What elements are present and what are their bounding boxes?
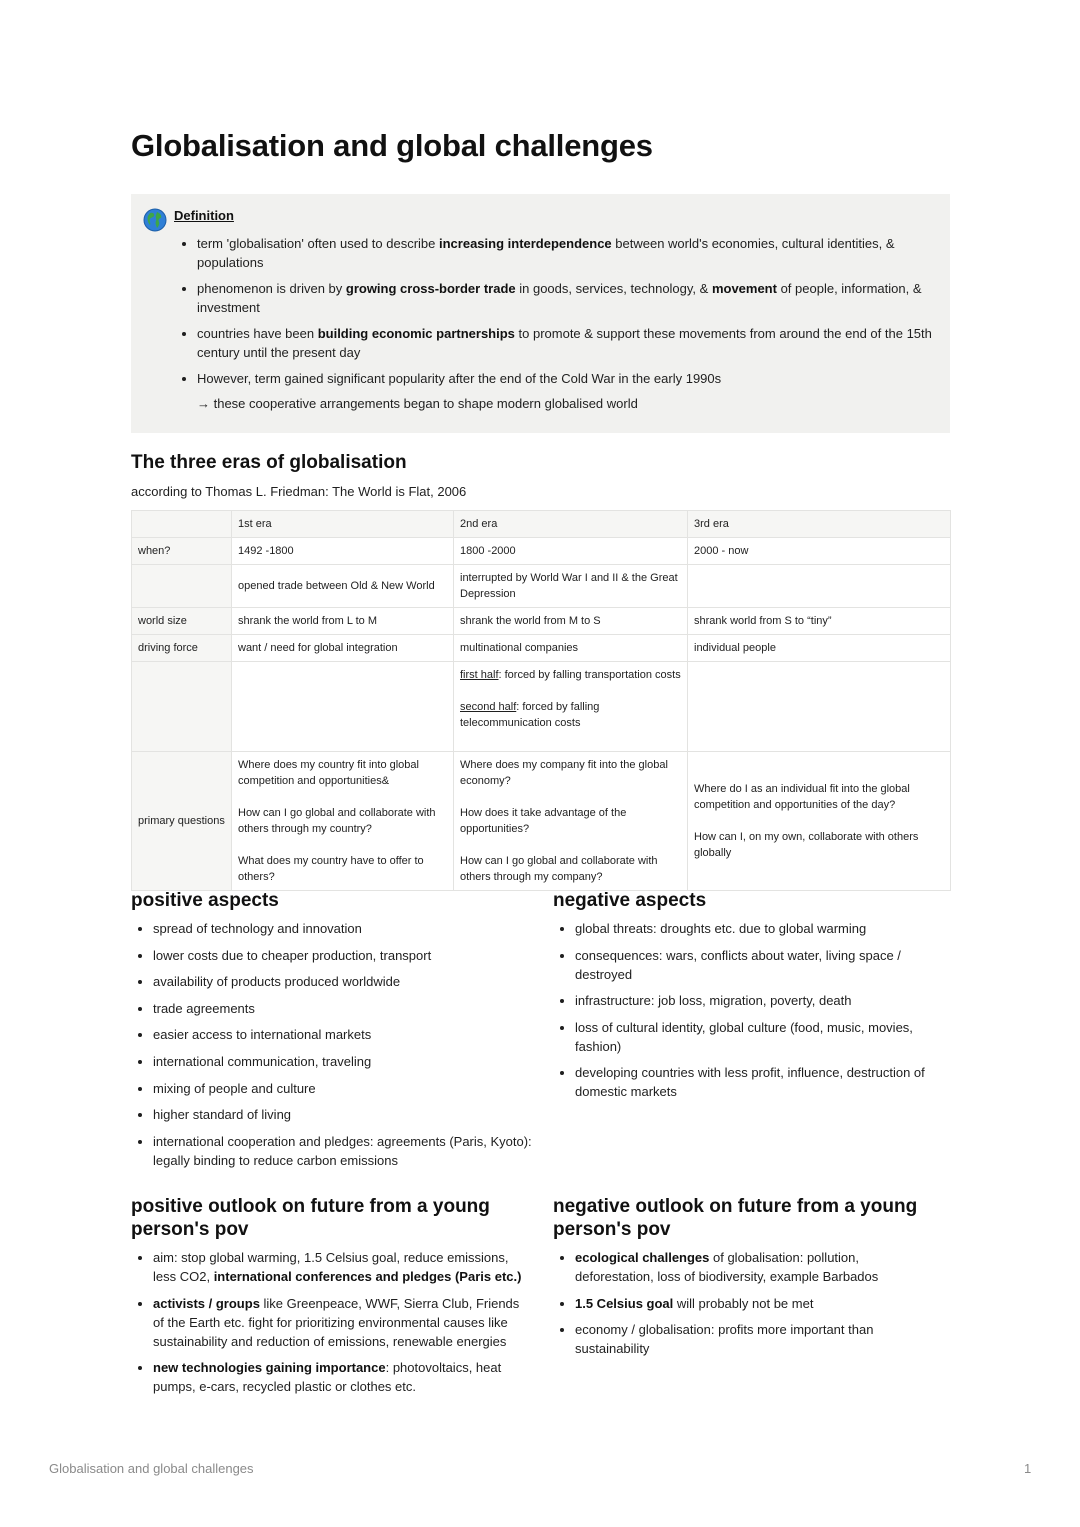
- table-cell: [688, 662, 951, 752]
- negative-aspects-list: [553, 919, 950, 1109]
- text-run: like Greenpeace, WWF, Sierra Club, Friends of the Earth etc. fight for prioritizing environmental causes like sustainability and reduction of emissions, renewable energies: [153, 1295, 520, 1349]
- cell-text: want / need for global integration: [238, 642, 398, 654]
- negative-aspect-item: • consequences: wars, conflicts about water, living space / destroyed: [575, 946, 950, 984]
- bold-text: increasing interdependence: [439, 236, 612, 251]
- cell-text: 1492 -1800: [238, 545, 294, 557]
- row-header: driving force: [132, 635, 232, 662]
- bold-text: activists / groups: [153, 1295, 260, 1311]
- table-row: [132, 608, 951, 635]
- table-row: [132, 752, 951, 891]
- bold-text: international conferences and pledges (Paris etc.): [213, 1269, 522, 1284]
- cell-text: 1800 -2000: [460, 545, 516, 557]
- cell-text: multinational companies: [460, 642, 579, 654]
- negative-outlook-item: [575, 1294, 895, 1313]
- table-cell: [454, 538, 688, 565]
- bold-text: ecological challenges: [575, 1250, 710, 1265]
- table-cell: [232, 752, 454, 891]
- cell-text: How can I, on my own, collaborate with others globally: [694, 831, 919, 859]
- cell-text: [460, 699, 681, 731]
- underlined-label: second half: [460, 701, 517, 713]
- definition-bullet: [197, 369, 947, 413]
- cell-text: shrank the world from M to S: [460, 615, 601, 627]
- cell-text-rest: : forced by falling telecommunication costs: [460, 701, 600, 729]
- cell-text: individual people: [694, 642, 776, 654]
- text-run: aim: stop global warming, 1.5 Celsius goal, reduce emissions, less CO2,: [153, 1250, 509, 1284]
- table-header-row: [132, 511, 951, 538]
- cell-text: opened trade between Old & New World: [238, 580, 435, 592]
- column-header: 3rd era: [688, 511, 951, 538]
- cell-text: interrupted by World War I and II & the Great Depression: [460, 572, 678, 600]
- definition-list: [181, 234, 947, 420]
- page-number: 1: [1024, 1461, 1032, 1476]
- cell-text: What does my country have to offer to others?: [238, 855, 424, 883]
- text-run: term 'globalisation' often used to describe: [197, 236, 439, 251]
- negative-outlook-item: [575, 1320, 895, 1358]
- text-run: of people, information, & investment: [197, 281, 922, 315]
- table-row: [132, 538, 951, 565]
- column-header: [132, 511, 232, 538]
- cell-text: How does it take advantage of the opportunities?: [460, 807, 627, 835]
- positive-aspect-item: • easier access to international markets: [153, 1025, 533, 1044]
- eras-subtitle: according to Thomas L. Friedman: The World is Flat, 2006: [131, 484, 467, 499]
- positive-aspect-item: • international cooperation and pledges: agreements (Paris, Kyoto): legally binding to reduce carbon emissions: [153, 1132, 533, 1170]
- table-cell: [688, 565, 951, 608]
- eras-heading: The three eras of globalisation: [131, 452, 407, 473]
- table-cell: [232, 662, 454, 752]
- definition-bullet: [197, 279, 947, 317]
- positive-outlook-item: [153, 1294, 528, 1351]
- positive-aspect-item: • spread of technology and innovation: [153, 919, 533, 938]
- text-run: of globalisation: pollution, deforestation, loss of biodiversity, example Barbados: [575, 1250, 879, 1284]
- positive-outlook-item: [153, 1248, 528, 1286]
- table-row: [132, 662, 951, 752]
- positive-outlook-item: [153, 1358, 528, 1396]
- positive-aspect-item: • mixing of people and culture: [153, 1079, 533, 1098]
- definition-heading: Definition: [174, 208, 234, 223]
- negative-outlook-item: [575, 1248, 895, 1286]
- column-header: 1st era: [232, 511, 454, 538]
- negative-outlook-list: [553, 1248, 895, 1366]
- text-run: will probably not be met: [673, 1295, 814, 1311]
- positive-aspect-item: • trade agreements: [153, 999, 533, 1018]
- bold-text: movement: [711, 281, 777, 296]
- table-cell: [454, 752, 688, 891]
- row-header: world size: [132, 608, 232, 635]
- column-header: 2nd era: [454, 511, 688, 538]
- table-cell: [454, 662, 688, 752]
- text-run: to promote & support these movements from around the end of the 15th century until the present day: [197, 326, 932, 360]
- cell-text: How can I go global and collaborate with others through my country?: [238, 807, 436, 835]
- eras-table: [131, 510, 951, 891]
- definition-bullet: [197, 324, 947, 362]
- bold-text: building economic partnerships: [317, 326, 515, 341]
- table-row: [132, 565, 951, 608]
- cell-text: How can I go global and collaborate with others through my company?: [460, 855, 658, 883]
- table-cell: [232, 608, 454, 635]
- table-cell: [454, 608, 688, 635]
- negative-aspect-item: • global threats: droughts etc. due to global warming: [575, 919, 950, 938]
- positive-aspect-item: • higher standard of living: [153, 1105, 533, 1124]
- text-run: economy / globalisation: profits more important than sustainability: [575, 1322, 874, 1357]
- text-run: between world's economies, cultural identities, & populations: [197, 236, 895, 270]
- globe-icon: [143, 208, 167, 232]
- text-run: in goods, services, technology, &: [515, 281, 712, 296]
- bold-text: growing cross-border trade: [345, 281, 516, 296]
- table-cell: [232, 538, 454, 565]
- table-cell: [688, 752, 951, 891]
- cell-text: 2000 - now: [694, 545, 749, 557]
- table-cell: [454, 635, 688, 662]
- page-title: Globalisation and global challenges: [131, 128, 653, 163]
- text-run: phenomenon is driven by: [197, 281, 346, 296]
- bold-text: new technologies gaining importance: [153, 1360, 386, 1376]
- cell-text: shrank world from S to “tiny”: [694, 615, 832, 627]
- table-cell: [232, 635, 454, 662]
- definition-sub-note: → these cooperative arrangements began to shape modern globalised world: [197, 396, 638, 411]
- positive-aspects-list: [131, 919, 533, 1177]
- negative-aspect-item: • loss of cultural identity, global culture (food, music, movies, fashion): [575, 1018, 950, 1056]
- cell-text: Where does my company fit into the global economy?: [460, 759, 668, 787]
- negative-aspect-item: • infrastructure: job loss, migration, poverty, death: [575, 991, 950, 1010]
- positive-outlook-list: [131, 1248, 528, 1404]
- table-row: [132, 635, 951, 662]
- table-cell: [688, 538, 951, 565]
- underlined-label: first half: [460, 669, 499, 681]
- row-header: primary questions: [132, 752, 232, 891]
- footer-title: Globalisation and global challenges: [49, 1461, 254, 1476]
- row-header: [132, 662, 232, 752]
- cell-text: Where does my country fit into global competition and opportunities&: [238, 759, 419, 787]
- text-run: However, term gained significant popularity after the end of the Cold War in the early 1990s: [197, 371, 722, 386]
- row-header: when?: [132, 538, 232, 565]
- positive-aspect-item: • availability of products produced worldwide: [153, 972, 533, 991]
- cell-text: [460, 667, 681, 683]
- positive-aspects-heading: positive aspects: [131, 890, 279, 911]
- bold-text: 1.5 Celsius goal: [575, 1295, 674, 1311]
- text-run: countries have been: [197, 326, 318, 341]
- table-cell: [232, 565, 454, 608]
- negative-outlook-heading: negative outlook on future from a young person's pov: [553, 1196, 918, 1240]
- table-cell: [454, 565, 688, 608]
- positive-aspect-item: • lower costs due to cheaper production, transport: [153, 946, 533, 965]
- cell-text: shrank the world from L to M: [238, 615, 377, 627]
- table-cell: [688, 635, 951, 662]
- positive-outlook-heading: positive outlook on future from a young person's pov: [131, 1196, 490, 1240]
- negative-aspect-item: • developing countries with less profit, influence, destruction of domestic markets: [575, 1063, 950, 1101]
- positive-aspect-item: • international communication, traveling: [153, 1052, 533, 1071]
- table-cell: [688, 608, 951, 635]
- cell-text: Where do I as an individual fit into the global competition and opportunities of the day?: [694, 783, 910, 811]
- definition-callout: [131, 194, 950, 433]
- definition-bullet: [197, 234, 947, 272]
- text-run: : photovoltaics, heat pumps, e-cars, recycled plastic or clothes etc.: [153, 1360, 502, 1395]
- negative-aspects-heading: negative aspects: [553, 890, 707, 911]
- row-header: [132, 565, 232, 608]
- cell-text-rest: : forced by falling transportation costs: [498, 669, 681, 681]
